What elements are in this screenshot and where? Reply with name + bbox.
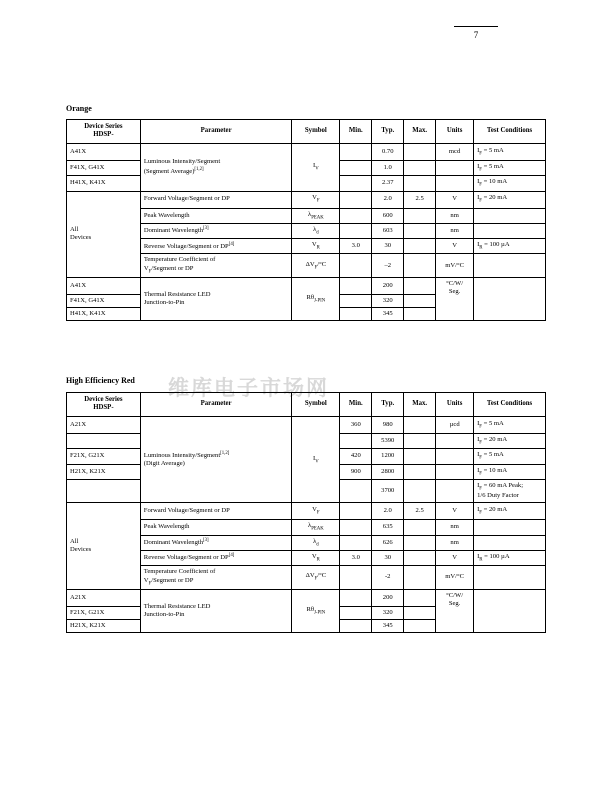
page-number: 7 <box>473 30 479 40</box>
cell-min <box>340 566 372 590</box>
cell-max <box>404 566 436 590</box>
col-typ: Typ. <box>372 120 404 144</box>
cell-max <box>404 520 436 535</box>
cell-min <box>340 520 372 535</box>
cell-device: F41X, G41X <box>67 160 141 175</box>
cell-max <box>404 308 436 321</box>
col-device-series: Device Series HDSP- <box>67 393 141 417</box>
cell-min <box>340 479 372 503</box>
cell-symbol: $R\theta_{J-PIN}$ <box>292 589 340 632</box>
cell-typ: 2.37 <box>372 176 404 191</box>
col-min: Min. <box>340 120 372 144</box>
cell-typ: 320 <box>372 606 404 619</box>
col-max: Max. <box>404 120 436 144</box>
col-symbol: Symbol <box>292 393 340 417</box>
cell-conditions <box>474 535 546 550</box>
cell-typ: -2 <box>372 566 404 590</box>
cell-conditions <box>474 208 546 223</box>
cell-device: F21X, G21X <box>67 606 141 619</box>
cell-typ: 2.0 <box>372 503 404 520</box>
cell-units: °C/W/ Seg. <box>436 589 474 632</box>
cell-units: V <box>436 191 474 208</box>
cell-max <box>404 606 436 619</box>
cell-units: nm <box>436 520 474 535</box>
cell-symbol: $\lambda_d$ <box>292 223 340 238</box>
cell-units <box>436 160 474 175</box>
cell-typ: 600 <box>372 208 404 223</box>
table-row <box>67 143 546 160</box>
cell-parameter: Forward Voltage/Segment or DP <box>140 191 292 208</box>
cell-device: A41X <box>67 277 141 294</box>
watermark-text: 维库电子市场网 <box>168 376 329 400</box>
cell-min <box>340 606 372 619</box>
cell-conditions: $I_F = 60$ mA Peak; 1/6 Duty Factor <box>474 479 546 503</box>
cell-conditions: $I_F = 5$ mA <box>474 160 546 175</box>
cell-conditions <box>474 566 546 590</box>
cell-parameter: Dominant Wavelength[3] <box>140 535 292 550</box>
cell-device: H41X, K41X <box>67 176 141 191</box>
cell-units <box>436 464 474 479</box>
cell-parameter: Peak Wavelength <box>140 520 292 535</box>
cell-typ: 345 <box>372 308 404 321</box>
cell-max <box>404 464 436 479</box>
cell-min: 360 <box>340 416 372 433</box>
cell-device: All Devices <box>67 503 141 589</box>
cell-max <box>404 239 436 254</box>
cell-typ: 5390 <box>372 433 404 448</box>
cell-typ: 0.70 <box>372 143 404 160</box>
col-test-conditions: Test Conditions <box>474 393 546 417</box>
cell-symbol: $R\theta_{J-PIN}$ <box>292 277 340 320</box>
cell-min <box>340 160 372 175</box>
cell-parameter: Reverse Voltage/Segment or DP[4] <box>140 239 292 254</box>
col-parameter: Parameter <box>140 393 292 417</box>
cell-min <box>340 503 372 520</box>
cell-conditions: $I_F = 20$ mA <box>474 191 546 208</box>
cell-symbol: $I_V$ <box>292 416 340 502</box>
table-row <box>67 191 546 208</box>
cell-parameter: Luminous Intensity/Segment (Segment Average)[1,2] <box>140 143 292 191</box>
cell-device <box>67 433 141 448</box>
cell-conditions: $I_F = 10$ mA <box>474 176 546 191</box>
cell-symbol: $V_R$ <box>292 239 340 254</box>
cell-parameter: Forward Voltage/Segment or DP <box>140 503 292 520</box>
cell-device: All Devices <box>67 191 141 277</box>
cell-parameter: Temperature Coefficient of $V_F$/Segment or DP <box>140 254 292 278</box>
cell-symbol: $V_F$ <box>292 191 340 208</box>
cell-typ: 980 <box>372 416 404 433</box>
cell-typ: 320 <box>372 294 404 307</box>
cell-units <box>436 433 474 448</box>
cell-typ: 635 <box>372 520 404 535</box>
cell-units: nm <box>436 223 474 238</box>
cell-min: 3.0 <box>340 239 372 254</box>
cell-max: 2.5 <box>404 191 436 208</box>
cell-min: 3.0 <box>340 550 372 565</box>
table-row <box>67 503 546 520</box>
cell-max: 2.5 <box>404 503 436 520</box>
cell-units: nm <box>436 208 474 223</box>
cell-conditions: $I_F = 20$ mA <box>474 433 546 448</box>
cell-symbol: $\Delta V_F/^\circ C$ <box>292 566 340 590</box>
page-header <box>0 26 612 40</box>
cell-conditions <box>474 589 546 632</box>
cell-max <box>404 176 436 191</box>
cell-units: V <box>436 503 474 520</box>
cell-min <box>340 176 372 191</box>
cell-symbol: $\lambda_d$ <box>292 535 340 550</box>
cell-typ: 1.0 <box>372 160 404 175</box>
cell-min <box>340 254 372 278</box>
col-units: Units <box>436 120 474 144</box>
cell-conditions: $I_R = 100$ µA <box>474 550 546 565</box>
cell-symbol: $V_F$ <box>292 503 340 520</box>
cell-conditions: $I_F = 10$ mA <box>474 464 546 479</box>
cell-conditions: $I_F = 20$ mA <box>474 503 546 520</box>
cell-min <box>340 535 372 550</box>
cell-min <box>340 589 372 606</box>
cell-typ: 345 <box>372 620 404 633</box>
cell-units: nm <box>436 535 474 550</box>
cell-conditions: $I_R = 100$ µA <box>474 239 546 254</box>
cell-device <box>67 479 141 503</box>
cell-units: mcd <box>436 143 474 160</box>
cell-min <box>340 277 372 294</box>
cell-units: mV/°C <box>436 254 474 278</box>
cell-device: A21X <box>67 416 141 433</box>
cell-device: H21X, K21X <box>67 464 141 479</box>
cell-min <box>340 143 372 160</box>
cell-conditions <box>474 520 546 535</box>
cell-min <box>340 308 372 321</box>
cell-max <box>404 160 436 175</box>
cell-min <box>340 208 372 223</box>
cell-parameter: Thermal Resistance LED Junction-to-Pin <box>140 277 292 320</box>
cell-conditions: $I_F = 5$ mA <box>474 416 546 433</box>
col-test-conditions: Test Conditions <box>474 120 546 144</box>
cell-typ: 30 <box>372 550 404 565</box>
cell-parameter: Dominant Wavelength[3] <box>140 223 292 238</box>
table-header-row <box>67 393 546 417</box>
cell-device: H21X, K21X <box>67 620 141 633</box>
cell-typ: –2 <box>372 254 404 278</box>
cell-typ: 2.0 <box>372 191 404 208</box>
cell-units <box>436 176 474 191</box>
cell-max <box>404 589 436 606</box>
cell-min: 420 <box>340 449 372 464</box>
cell-parameter: Peak Wavelength <box>140 208 292 223</box>
cell-typ: 200 <box>372 277 404 294</box>
cell-units: °C/W/ Seg. <box>436 277 474 320</box>
cell-typ: 603 <box>372 223 404 238</box>
cell-parameter: Reverse Voltage/Segment or DP[4] <box>140 550 292 565</box>
cell-parameter: Temperature Coefficient of $V_F$/Segment or DP <box>140 566 292 590</box>
cell-max <box>404 294 436 307</box>
cell-max <box>404 620 436 633</box>
cell-min <box>340 223 372 238</box>
section-title-orange: Orange <box>66 104 92 113</box>
cell-conditions <box>474 254 546 278</box>
cell-device: A41X <box>67 143 141 160</box>
col-max: Max. <box>404 393 436 417</box>
cell-conditions <box>474 277 546 320</box>
cell-device: F41X, G41X <box>67 294 141 307</box>
col-parameter: Parameter <box>140 120 292 144</box>
cell-min <box>340 620 372 633</box>
cell-typ: 626 <box>372 535 404 550</box>
cell-units <box>436 449 474 464</box>
cell-min <box>340 294 372 307</box>
cell-device: F21X, G21X <box>67 449 141 464</box>
col-device-series: Device Series HDSP- <box>67 120 141 144</box>
cell-min <box>340 191 372 208</box>
cell-max <box>404 449 436 464</box>
cell-max <box>404 416 436 433</box>
cell-symbol: $\Delta V_F/^\circ C$ <box>292 254 340 278</box>
cell-typ: 2800 <box>372 464 404 479</box>
cell-max <box>404 479 436 503</box>
cell-typ: 30 <box>372 239 404 254</box>
section-title-high-efficiency-red: High Efficiency Red <box>66 376 135 385</box>
cell-units: µcd <box>436 416 474 433</box>
cell-device: A21X <box>67 589 141 606</box>
table-row <box>67 416 546 433</box>
cell-parameter: Thermal Resistance LED Junction-to-Pin <box>140 589 292 632</box>
cell-max <box>404 535 436 550</box>
cell-units: V <box>436 550 474 565</box>
cell-min: 900 <box>340 464 372 479</box>
cell-conditions: $I_F = 5$ mA <box>474 449 546 464</box>
cell-max <box>404 208 436 223</box>
col-symbol: Symbol <box>292 120 340 144</box>
cell-max <box>404 550 436 565</box>
cell-units: V <box>436 239 474 254</box>
cell-symbol: $\lambda_{PEAK}$ <box>292 208 340 223</box>
table-row <box>67 277 546 294</box>
cell-symbol: $\lambda_{PEAK}$ <box>292 520 340 535</box>
header-rule <box>454 26 498 27</box>
spec-table-high-efficiency-red <box>66 392 546 633</box>
cell-typ: 3700 <box>372 479 404 503</box>
col-typ: Typ. <box>372 393 404 417</box>
table-header-row <box>67 120 546 144</box>
cell-max <box>404 254 436 278</box>
cell-conditions <box>474 223 546 238</box>
cell-min <box>340 433 372 448</box>
cell-symbol: $I_V$ <box>292 143 340 191</box>
cell-conditions: $I_F = 5$ mA <box>474 143 546 160</box>
cell-parameter: Luminous Intensity/Segment[1,2] (Digit Average) <box>140 416 292 502</box>
spec-table-orange <box>66 119 546 321</box>
cell-max <box>404 433 436 448</box>
table-row <box>67 589 546 606</box>
cell-typ: 200 <box>372 589 404 606</box>
cell-units <box>436 479 474 503</box>
cell-max <box>404 277 436 294</box>
col-min: Min. <box>340 393 372 417</box>
cell-units: mV/°C <box>436 566 474 590</box>
cell-max <box>404 223 436 238</box>
cell-typ: 1200 <box>372 449 404 464</box>
cell-max <box>404 143 436 160</box>
cell-device: H41X, K41X <box>67 308 141 321</box>
col-units: Units <box>436 393 474 417</box>
cell-symbol: $V_R$ <box>292 550 340 565</box>
